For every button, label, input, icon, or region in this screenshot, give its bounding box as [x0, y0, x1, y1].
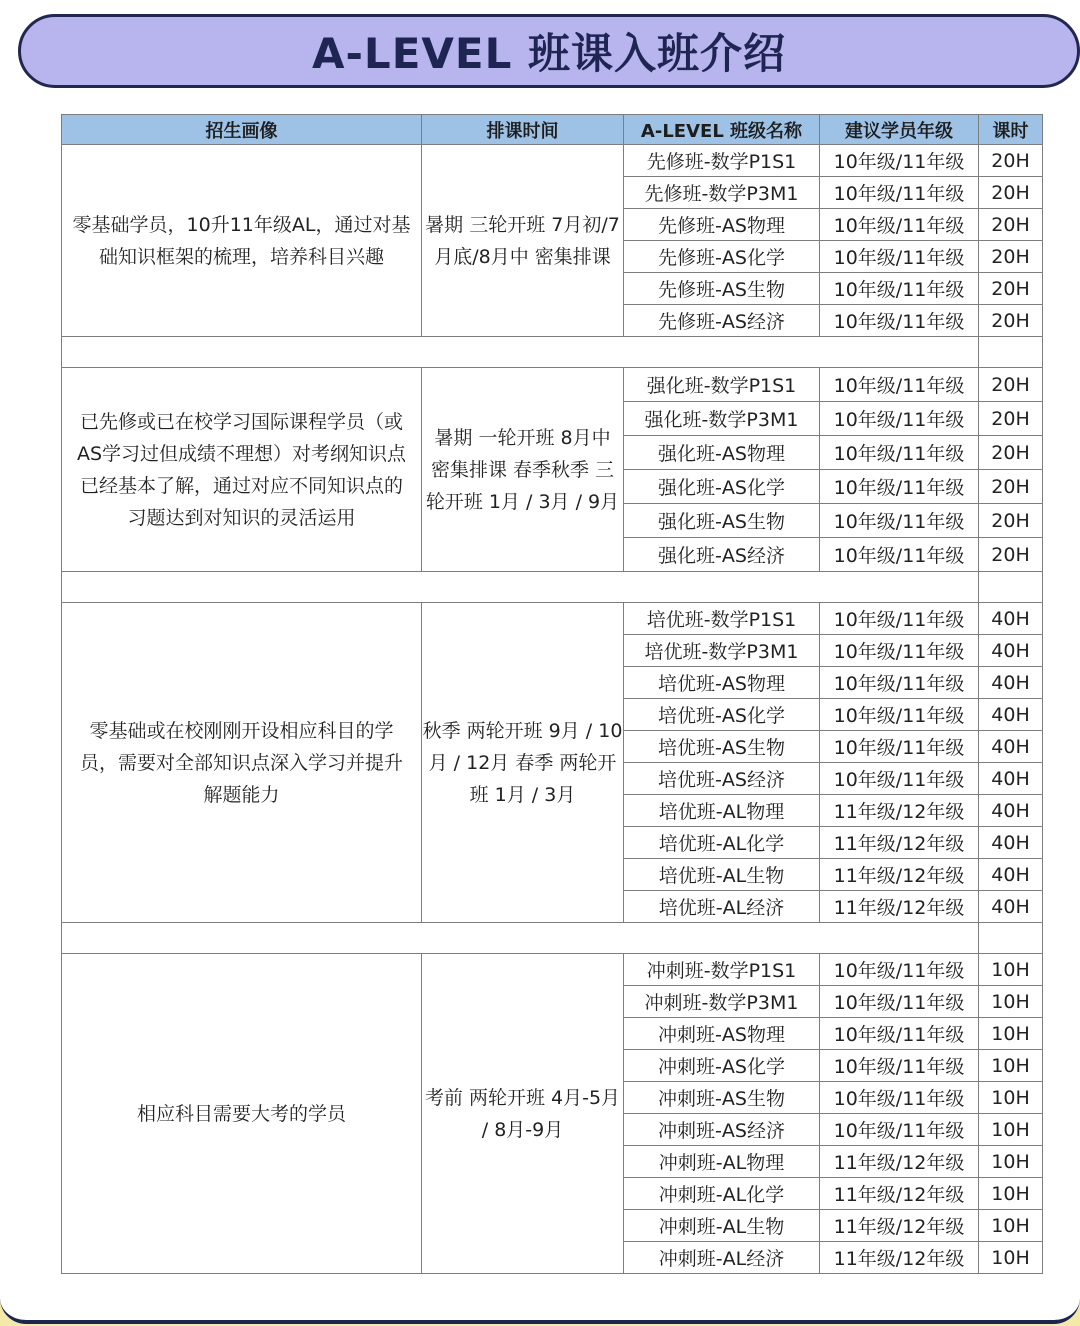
header-class-name: A-LEVEL 班级名称	[624, 115, 820, 145]
hours-cell: 10H	[979, 986, 1043, 1018]
group-spacer-row	[62, 572, 1043, 603]
grade-cell: 10年级/11年级	[820, 504, 979, 538]
table-row	[62, 368, 1043, 402]
grade-cell: 11年级/12年级	[820, 1242, 979, 1274]
grade-cell: 11年级/12年级	[820, 827, 979, 859]
header-schedule: 排课时间	[422, 115, 624, 145]
grade-cell: 10年级/11年级	[820, 667, 979, 699]
hours-cell: 20H	[979, 177, 1043, 209]
hours-cell: 10H	[979, 1178, 1043, 1210]
profile-cell: 零基础或在校刚刚开设相应科目的学员，需要对全部知识点深入学习并提升解题能力	[62, 603, 422, 923]
class-name-cell: 冲刺班-数学P3M1	[624, 986, 820, 1018]
hours-cell: 10H	[979, 1082, 1043, 1114]
spacer-cell	[979, 337, 1043, 368]
hours-cell: 20H	[979, 273, 1043, 305]
spacer-cell	[62, 572, 979, 603]
hours-cell: 20H	[979, 145, 1043, 177]
hours-cell: 20H	[979, 538, 1043, 572]
grade-cell: 10年级/11年级	[820, 436, 979, 470]
grade-cell: 10年级/11年级	[820, 177, 979, 209]
grade-cell: 11年级/12年级	[820, 1210, 979, 1242]
grade-cell: 10年级/11年级	[820, 368, 979, 402]
hours-cell: 20H	[979, 241, 1043, 273]
grade-cell: 10年级/11年级	[820, 1018, 979, 1050]
class-name-cell: 冲刺班-AS经济	[624, 1114, 820, 1146]
class-name-cell: 先修班-AS生物	[624, 273, 820, 305]
class-name-cell: 冲刺班-AS化学	[624, 1050, 820, 1082]
spacer-cell	[979, 923, 1043, 954]
hours-cell: 10H	[979, 1242, 1043, 1274]
class-name-cell: 强化班-AS化学	[624, 470, 820, 504]
hours-cell: 10H	[979, 1146, 1043, 1178]
grade-cell: 10年级/11年级	[820, 241, 979, 273]
grade-cell: 11年级/12年级	[820, 1178, 979, 1210]
group-spacer-row	[62, 923, 1043, 954]
hours-cell: 20H	[979, 402, 1043, 436]
hours-cell: 10H	[979, 1114, 1043, 1146]
grade-cell: 11年级/12年级	[820, 891, 979, 923]
hours-cell: 20H	[979, 470, 1043, 504]
hours-cell: 40H	[979, 891, 1043, 923]
class-name-cell: 培优班-数学P3M1	[624, 635, 820, 667]
grade-cell: 10年级/11年级	[820, 763, 979, 795]
profile-cell: 相应科目需要大考的学员	[62, 954, 422, 1274]
grade-cell: 10年级/11年级	[820, 470, 979, 504]
class-name-cell: 培优班-AL生物	[624, 859, 820, 891]
grade-cell: 10年级/11年级	[820, 1114, 979, 1146]
grade-cell: 10年级/11年级	[820, 699, 979, 731]
hours-cell: 10H	[979, 954, 1043, 986]
grade-cell: 11年级/12年级	[820, 1146, 979, 1178]
hours-cell: 40H	[979, 763, 1043, 795]
hours-cell: 20H	[979, 305, 1043, 337]
spacer-cell	[979, 572, 1043, 603]
hours-cell: 40H	[979, 827, 1043, 859]
table-header-row	[62, 115, 1043, 145]
class-name-cell: 强化班-AS物理	[624, 436, 820, 470]
grade-cell: 10年级/11年级	[820, 305, 979, 337]
profile-cell: 零基础学员，10升11年级AL，通过对基础知识框架的梳理，培养科目兴趣	[62, 145, 422, 337]
grade-cell: 10年级/11年级	[820, 273, 979, 305]
schedule-cell: 秋季 两轮开班 9月 / 10月 / 12月 春季 两轮开班 1月 / 3月	[422, 603, 624, 923]
table-row	[62, 145, 1043, 177]
table-body	[62, 145, 1043, 1274]
class-name-cell: 冲刺班-AL生物	[624, 1210, 820, 1242]
grade-cell: 11年级/12年级	[820, 795, 979, 827]
grade-cell: 10年级/11年级	[820, 402, 979, 436]
class-name-cell: 培优班-AL化学	[624, 827, 820, 859]
grade-cell: 10年级/11年级	[820, 986, 979, 1018]
class-name-cell: 培优班-AL物理	[624, 795, 820, 827]
grade-cell: 10年级/11年级	[820, 1082, 979, 1114]
class-name-cell: 强化班-数学P1S1	[624, 368, 820, 402]
class-name-cell: 强化班-AS经济	[624, 538, 820, 572]
class-name-cell: 冲刺班-数学P1S1	[624, 954, 820, 986]
title-banner	[18, 14, 1080, 88]
class-name-cell: 培优班-AS生物	[624, 731, 820, 763]
hours-cell: 40H	[979, 859, 1043, 891]
grade-cell: 10年级/11年级	[820, 954, 979, 986]
hours-cell: 20H	[979, 436, 1043, 470]
hours-cell: 40H	[979, 603, 1043, 635]
grade-cell: 11年级/12年级	[820, 859, 979, 891]
hours-cell: 20H	[979, 209, 1043, 241]
header-hours: 课时	[979, 115, 1043, 145]
class-name-cell: 冲刺班-AL物理	[624, 1146, 820, 1178]
table-row	[62, 954, 1043, 986]
spacer-cell	[62, 923, 979, 954]
profile-cell: 已先修或已在校学习国际课程学员（或AS学习过但成绩不理想）对考纲知识点已经基本了解，通过对应不同知识点的习题达到对知识的灵活运用	[62, 368, 422, 572]
spacer-cell	[62, 337, 979, 368]
page-title: A-LEVEL 班课入班介绍	[312, 29, 786, 78]
class-table	[61, 114, 1043, 1274]
class-name-cell: 培优班-数学P1S1	[624, 603, 820, 635]
hours-cell: 40H	[979, 667, 1043, 699]
class-name-cell: 冲刺班-AS物理	[624, 1018, 820, 1050]
schedule-cell: 考前 两轮开班 4月-5月 / 8月-9月	[422, 954, 624, 1274]
hours-cell: 10H	[979, 1210, 1043, 1242]
class-name-cell: 冲刺班-AS生物	[624, 1082, 820, 1114]
class-name-cell: 先修班-AS化学	[624, 241, 820, 273]
grade-cell: 10年级/11年级	[820, 145, 979, 177]
grade-cell: 10年级/11年级	[820, 1050, 979, 1082]
class-name-cell: 培优班-AS物理	[624, 667, 820, 699]
grade-cell: 10年级/11年级	[820, 209, 979, 241]
class-name-cell: 冲刺班-AL经济	[624, 1242, 820, 1274]
grade-cell: 10年级/11年级	[820, 603, 979, 635]
class-name-cell: 强化班-AS生物	[624, 504, 820, 538]
class-name-cell: 培优班-AS化学	[624, 699, 820, 731]
hours-cell: 40H	[979, 699, 1043, 731]
header-grade: 建议学员年级	[820, 115, 979, 145]
class-name-cell: 培优班-AL经济	[624, 891, 820, 923]
grade-cell: 10年级/11年级	[820, 731, 979, 763]
table-row	[62, 603, 1043, 635]
hours-cell: 20H	[979, 368, 1043, 402]
hours-cell: 10H	[979, 1018, 1043, 1050]
class-name-cell: 冲刺班-AL化学	[624, 1178, 820, 1210]
hours-cell: 20H	[979, 504, 1043, 538]
group-spacer-row	[62, 337, 1043, 368]
grade-cell: 10年级/11年级	[820, 635, 979, 667]
class-name-cell: 强化班-数学P3M1	[624, 402, 820, 436]
grade-cell: 10年级/11年级	[820, 538, 979, 572]
hours-cell: 10H	[979, 1050, 1043, 1082]
schedule-cell: 暑期 三轮开班 7月初/7月底/8月中 密集排课	[422, 145, 624, 337]
class-name-cell: 培优班-AS经济	[624, 763, 820, 795]
class-name-cell: 先修班-AS物理	[624, 209, 820, 241]
class-table-wrapper	[61, 114, 1043, 1274]
header-profile: 招生画像	[62, 115, 422, 145]
schedule-cell: 暑期 一轮开班 8月中 密集排课 春季秋季 三轮开班 1月 / 3月 / 9月	[422, 368, 624, 572]
hours-cell: 40H	[979, 795, 1043, 827]
hours-cell: 40H	[979, 635, 1043, 667]
class-name-cell: 先修班-数学P1S1	[624, 145, 820, 177]
class-name-cell: 先修班-AS经济	[624, 305, 820, 337]
hours-cell: 40H	[979, 731, 1043, 763]
class-name-cell: 先修班-数学P3M1	[624, 177, 820, 209]
